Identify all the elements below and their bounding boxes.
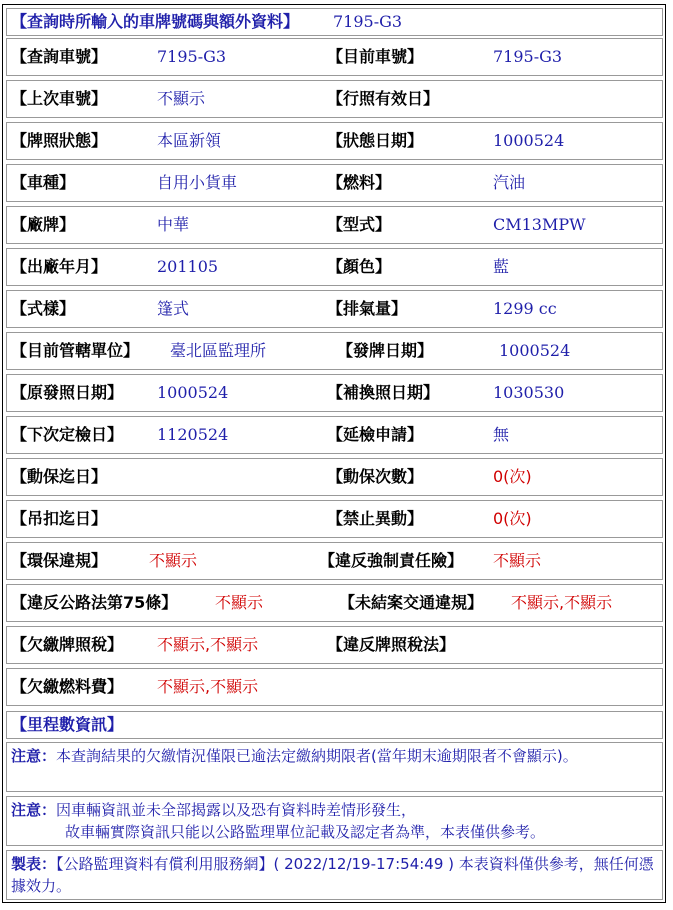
field-value: 不顯示 xyxy=(215,593,264,612)
field-value: 篷式 xyxy=(157,299,190,318)
field-value: 不顯示 xyxy=(493,551,542,570)
info-row xyxy=(6,248,663,286)
info-row xyxy=(6,584,663,622)
field-value: 藍 xyxy=(493,257,510,276)
field-label: 【出廠年月】 xyxy=(11,257,108,276)
field-value: 7195-G3 xyxy=(493,47,563,66)
field-value: 1000524 xyxy=(499,341,571,360)
note-1-label: 注意： xyxy=(11,747,57,765)
info-row xyxy=(6,542,663,580)
mileage-row xyxy=(6,711,663,739)
field-value: 1120524 xyxy=(157,425,229,444)
field-value: 0(次) xyxy=(493,467,532,486)
field-label: 【環保違規】 xyxy=(11,551,108,570)
footer-text: 【公路監理資料有償利用服務網】( 2022/12/19-17:54:49 ) 本表資料僅供參考，無任何憑據效力。 xyxy=(11,855,654,895)
info-row xyxy=(6,80,663,118)
field-value: 不顯示,不顯示 xyxy=(157,635,259,654)
note-1 xyxy=(6,742,663,792)
footer-note xyxy=(6,850,663,900)
field-value: 201105 xyxy=(157,257,219,276)
note-2 xyxy=(6,796,663,846)
info-row xyxy=(6,668,663,706)
field-label: 【補換照日期】 xyxy=(327,383,440,402)
field-label: 【燃料】 xyxy=(327,173,392,192)
field-value: 無 xyxy=(493,425,510,444)
header-title: 【查詢時所輸入的車牌號碼與額外資料】 xyxy=(11,12,300,31)
field-value: 1299 cc xyxy=(493,299,557,318)
field-value: 1000524 xyxy=(493,131,565,150)
field-value: 臺北區監理所 xyxy=(170,341,267,360)
field-label: 【行照有效日】 xyxy=(327,89,440,108)
field-value: 7195-G3 xyxy=(157,47,227,66)
field-label: 【原發照日期】 xyxy=(11,383,124,402)
field-value: 不顯示,不顯示 xyxy=(157,677,259,696)
info-row xyxy=(6,164,663,202)
field-label: 【欠繳牌照稅】 xyxy=(11,635,124,654)
field-label: 【顏色】 xyxy=(327,257,392,276)
field-value: 不顯示 xyxy=(149,551,198,570)
field-label: 【式樣】 xyxy=(11,299,76,318)
field-value: 不顯示,不顯示 xyxy=(511,593,613,612)
field-value: 自用小貨車 xyxy=(157,173,238,192)
field-label: 【動保迄日】 xyxy=(11,467,108,486)
footer-label: 製表： xyxy=(11,855,57,873)
note-2-line-2: 故車輛實際資訊只能以公路監理單位記載及認定者為準，本表僅供參考。 xyxy=(65,823,546,841)
note-1-text: 本查詢結果的欠繳情況僅限已逾法定繳納期限者(當年期末逾期限者不會顯示)。 xyxy=(56,747,578,765)
mileage-label: 【里程數資訊】 xyxy=(11,715,124,734)
field-label: 【牌照狀態】 xyxy=(11,131,108,150)
field-label: 【未結案交通違規】 xyxy=(339,593,484,612)
info-row xyxy=(6,500,663,538)
field-value: 1030530 xyxy=(493,383,565,402)
field-label: 【違反強制責任險】 xyxy=(319,551,464,570)
field-label: 【違反公路法第75條】 xyxy=(11,593,178,612)
field-label: 【禁止異動】 xyxy=(327,509,424,528)
info-row xyxy=(6,122,663,160)
field-label: 【下次定檢日】 xyxy=(11,425,124,444)
field-value: CM13MPW xyxy=(493,215,586,234)
field-label: 【車種】 xyxy=(11,173,76,192)
field-value: 0(次) xyxy=(493,509,532,528)
field-label: 【吊扣迄日】 xyxy=(11,509,108,528)
field-label: 【違反牌照稅法】 xyxy=(327,635,456,654)
field-label: 【目前管轄單位】 xyxy=(11,341,140,360)
info-row xyxy=(6,458,663,496)
field-label: 【發牌日期】 xyxy=(337,341,434,360)
field-label: 【查詢車號】 xyxy=(11,47,108,66)
field-label: 【延檢申請】 xyxy=(327,425,424,444)
info-row xyxy=(6,332,663,370)
field-label: 【目前車號】 xyxy=(327,47,424,66)
field-label: 【動保次數】 xyxy=(327,467,424,486)
info-row xyxy=(6,290,663,328)
field-label: 【廠牌】 xyxy=(11,215,76,234)
field-label: 【上次車號】 xyxy=(11,89,108,108)
info-row xyxy=(6,626,663,664)
field-label: 【狀態日期】 xyxy=(327,131,424,150)
note-2-line-1: 因車輛資訊並未全部揭露以及恐有資料時差情形發生， xyxy=(56,801,417,819)
field-label: 【排氣量】 xyxy=(327,299,408,318)
field-value: 中華 xyxy=(157,215,190,234)
field-value: 汽油 xyxy=(493,173,526,192)
field-label: 【欠繳燃料費】 xyxy=(11,677,124,696)
note-2-label: 注意： xyxy=(11,801,57,819)
info-row xyxy=(6,416,663,454)
header-plate: 7195-G3 xyxy=(333,12,403,31)
field-label: 【型式】 xyxy=(327,215,392,234)
field-value: 本區新領 xyxy=(157,131,222,150)
info-row xyxy=(6,206,663,244)
report-header xyxy=(6,8,663,36)
info-row xyxy=(6,38,663,76)
field-value: 1000524 xyxy=(157,383,229,402)
field-value: 不顯示 xyxy=(157,89,206,108)
info-row xyxy=(6,374,663,412)
